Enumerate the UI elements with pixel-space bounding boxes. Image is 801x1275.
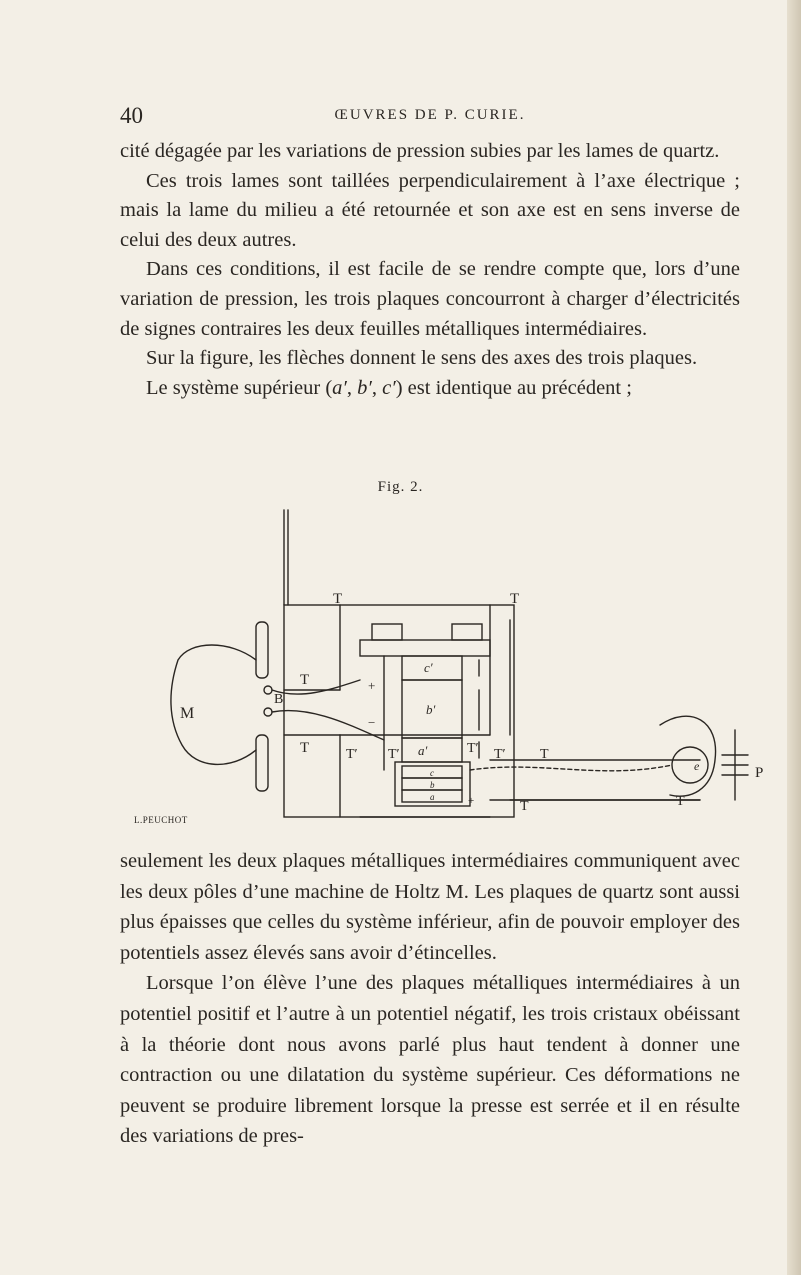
label-plus: + xyxy=(468,795,475,807)
outer-frame xyxy=(284,605,514,817)
label-a: a xyxy=(430,792,435,802)
running-title: ŒUVRES DE P. CURIE. xyxy=(334,107,526,123)
engraver-credit: L.PEUCHOT xyxy=(134,815,188,825)
label-plus: + xyxy=(368,678,376,693)
label-T: T xyxy=(333,591,343,607)
holtz-machine xyxy=(171,622,384,791)
label-b-prime: b′ xyxy=(426,702,436,717)
plate-c xyxy=(402,766,462,778)
label-c: c xyxy=(430,768,434,778)
press-frame xyxy=(284,510,700,817)
wire-upper xyxy=(272,680,360,694)
plate-a-prime xyxy=(402,738,462,762)
text-run: , xyxy=(346,376,358,399)
terminal-upper xyxy=(264,686,272,694)
paragraph: Lorsque l’on élève l’une des plaques métalliques intermédiaires à un potentiel positif et l’autre à un potentiel négatif, les trois cristaux obéissant à la théorie dont nous avons parlé plus haut tendent à donner une contraction ou une dilatation du système supérieur. Ces déformations ne peuvent se produire librement lorsque la presse est serrée et il en résulte des variations de pres- xyxy=(120,972,740,1148)
plate-a xyxy=(402,790,462,802)
page-number: 40 xyxy=(120,103,143,128)
top-clamp-plate xyxy=(360,640,490,656)
machine-wire-loop xyxy=(171,645,256,764)
clamp-knob-left xyxy=(372,624,402,640)
clamp-knob-right xyxy=(452,624,482,640)
label-T: T xyxy=(540,747,549,762)
label-T: T xyxy=(510,591,520,607)
text-run: , xyxy=(371,376,383,399)
electrometer-case xyxy=(660,716,716,796)
wire-lower xyxy=(272,711,384,740)
label-T: T xyxy=(300,740,310,756)
label-T: T xyxy=(300,672,310,688)
paragraph: cité dégagée par les variations de pression subies par les lames de quartz. xyxy=(120,140,720,162)
upper-crystal-stack xyxy=(360,624,490,770)
label-T-prime: T′ xyxy=(494,747,506,762)
page-header xyxy=(120,103,740,131)
paragraph-system xyxy=(120,374,740,404)
label-T-prime: T′ xyxy=(346,747,358,762)
electrometer-wire xyxy=(470,765,672,771)
label-T-prime: T′ xyxy=(388,747,400,762)
electrometer-needle xyxy=(672,747,708,783)
page-edge-shadow xyxy=(787,0,801,1275)
lower-clamp xyxy=(395,762,470,806)
paragraph: seulement les deux plaques métalliques intermédiaires communiquent avec les deux pôles d’une machine de Holtz M. Les plaques de quartz sont aussi plus épaisses que celles du système inférieur, afin de pouvoir employer des potentiels assez élevés sans avoir d’étincelles. xyxy=(120,850,740,964)
label-M: M xyxy=(180,705,195,722)
electrode-lower xyxy=(256,735,268,791)
text-block-top xyxy=(120,137,740,403)
symbol-b-prime: b′ xyxy=(357,376,372,399)
text-run: Le système supérieur ( xyxy=(146,376,333,399)
label-minus: − xyxy=(368,715,376,730)
paragraph: Dans ces conditions, il est facile de se rendre compte que, lors d’une variation de pression, les trois plaques concourront à charger d’électricités de signes contraires les deux feuilles métalliques intermédiaires. xyxy=(120,258,740,340)
terminal-lower xyxy=(264,708,272,716)
plate-c-prime xyxy=(402,656,462,680)
text-run: ) est identique au précédent ; xyxy=(395,376,632,399)
plate-b xyxy=(402,778,462,790)
lower-crystal-stack xyxy=(395,762,470,806)
label-T: T xyxy=(676,794,685,809)
paragraph: Ces trois lames sont taillées perpendiculairement à l’axe électrique ; mais la lame du milieu a été retournée et son axe est en sens inverse de celui des deux autres. xyxy=(120,169,740,251)
symbol-a-prime: a′ xyxy=(332,376,347,399)
label-P: P xyxy=(755,765,764,781)
label-T-prime: T′ xyxy=(467,741,479,756)
figure-caption: Fig. 2. xyxy=(377,479,424,495)
electrometer xyxy=(470,716,748,800)
symbol-c-prime: c′ xyxy=(382,376,396,399)
paragraph: Sur la figure, les flèches donnent le sens des axes des trois plaques. xyxy=(146,347,698,370)
label-a-prime: a′ xyxy=(418,743,428,758)
text-block-bottom xyxy=(120,846,740,1152)
label-e: e xyxy=(694,759,700,773)
electrode-upper xyxy=(256,622,268,678)
label-b: b xyxy=(430,780,435,790)
label-c-prime: c′ xyxy=(424,660,433,675)
plate-b-prime xyxy=(402,680,462,738)
label-T: T xyxy=(520,799,529,814)
label-B: B xyxy=(274,692,284,707)
